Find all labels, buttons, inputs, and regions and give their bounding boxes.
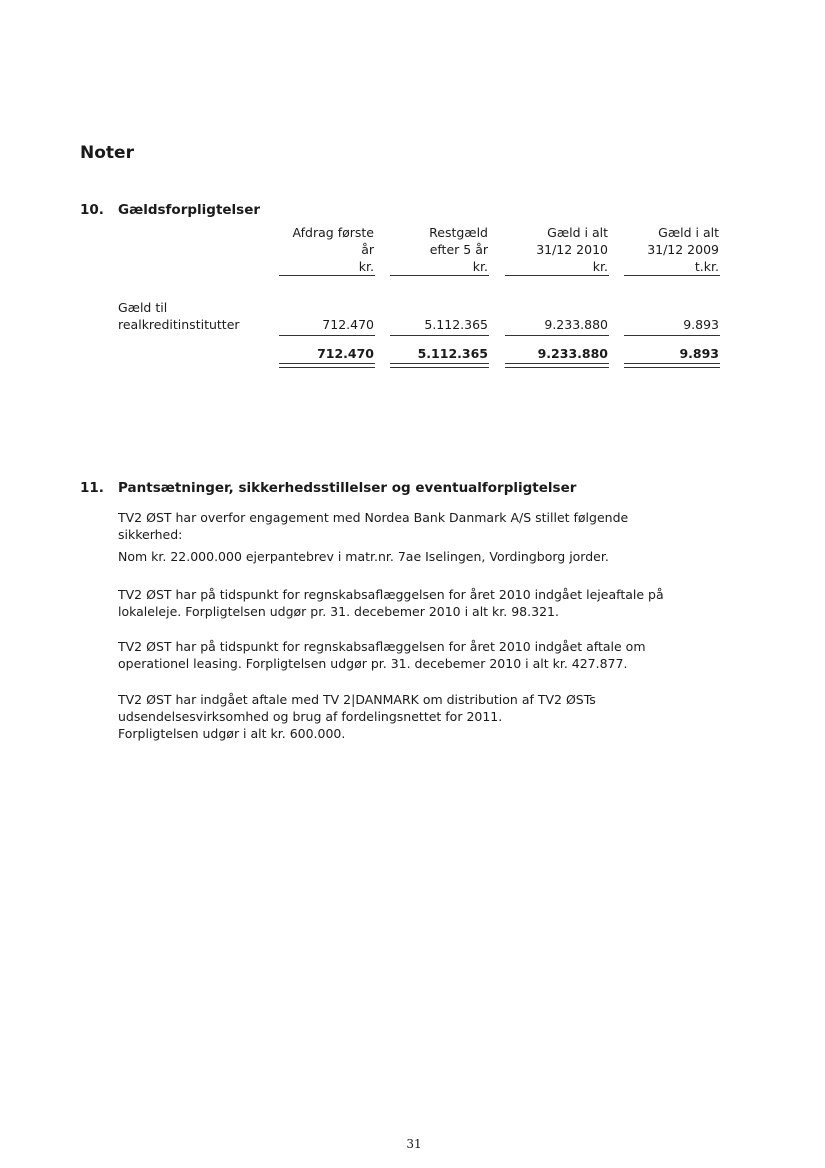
note-11-number: 11. bbox=[80, 480, 104, 496]
column-header-3-line2: 31/12 2010 bbox=[536, 242, 608, 257]
note-11-paragraph-4-line2: operationel leasing. Forpligtelsen udgør pr. 31. decebemer 2010 i alt kr. 427.877. bbox=[118, 656, 628, 671]
note-11-paragraph-5-line1: TV2 ØST har indgået aftale med TV 2|DANMARK om distribution af TV2 ØSTs bbox=[118, 692, 596, 707]
row-value-afdrag: 712.470 bbox=[322, 317, 374, 332]
column-header-2-line2: efter 5 år bbox=[429, 242, 488, 257]
total-rule-3 bbox=[505, 363, 609, 368]
column-header-3-unit: kr. bbox=[592, 259, 608, 274]
column-header-2-rule bbox=[390, 275, 489, 276]
column-header-4-line1: Gæld i alt bbox=[658, 225, 719, 240]
note-11-paragraph-3 bbox=[118, 586, 718, 620]
note-11-title: Pantsætninger, sikkerhedsstillelser og eventualforpligtelser bbox=[118, 480, 577, 496]
total-restgaeld: 5.112.365 bbox=[417, 346, 488, 361]
note-11-paragraph-1-line2: sikkerhed: bbox=[118, 527, 183, 542]
note-11-paragraph-4 bbox=[118, 638, 718, 672]
row-value-gaeld-2010: 9.233.880 bbox=[544, 317, 608, 332]
row-value-gaeld-2009: 9.893 bbox=[683, 317, 719, 332]
note-11-paragraph-4-line1: TV2 ØST har på tidspunkt for regnskabsaflæggelsen for året 2010 indgået aftale om bbox=[118, 639, 646, 654]
column-header-3 bbox=[480, 224, 608, 275]
note-11-paragraph-5 bbox=[118, 691, 718, 742]
column-header-4-line2: 31/12 2009 bbox=[647, 242, 719, 257]
total-gaeld-2010: 9.233.880 bbox=[537, 346, 608, 361]
note-11-paragraph-3-line2: lokaleleje. Forpligtelsen udgør pr. 31. decebemer 2010 i alt kr. 98.321. bbox=[118, 604, 559, 619]
row-rule-4 bbox=[624, 335, 720, 336]
note-11-paragraph-5-line3: Forpligtelsen udgør i alt kr. 600.000. bbox=[118, 726, 346, 741]
column-header-3-rule bbox=[505, 275, 609, 276]
column-header-2 bbox=[360, 224, 488, 275]
total-afdrag: 712.470 bbox=[317, 346, 374, 361]
note-11-paragraph-2: Nom kr. 22.000.000 ejerpantebrev i matr.nr. 7ae Iselingen, Vordingborg jorder. bbox=[118, 549, 609, 564]
note-10-number: 10. bbox=[80, 202, 104, 218]
column-header-3-line1: Gæld i alt bbox=[547, 225, 608, 240]
note-11-paragraph-1 bbox=[118, 509, 718, 543]
row-label-line1: Gæld til bbox=[118, 300, 168, 315]
column-header-1-rule bbox=[279, 275, 375, 276]
column-header-2-unit: kr. bbox=[472, 259, 488, 274]
column-header-4-unit: t.kr. bbox=[694, 259, 719, 274]
total-rule-2 bbox=[390, 363, 489, 368]
page-heading: Noter bbox=[80, 143, 134, 163]
row-value-restgaeld: 5.112.365 bbox=[424, 317, 488, 332]
note-11-paragraph-5-line2: udsendelsesvirksomhed og brug af fordelingsnettet for 2011. bbox=[118, 709, 503, 724]
note-10-title: Gældsforpligtelser bbox=[118, 202, 261, 218]
row-rule-2 bbox=[390, 335, 489, 336]
total-rule-1 bbox=[279, 363, 375, 368]
total-rule-4 bbox=[624, 363, 720, 368]
column-header-4-rule bbox=[624, 275, 720, 276]
page-number: 31 bbox=[406, 1137, 422, 1151]
row-rule-1 bbox=[279, 335, 375, 336]
column-header-1 bbox=[250, 224, 374, 275]
note-11-paragraph-1-line1: TV2 ØST har overfor engagement med Nordea Bank Danmark A/S stillet følgende bbox=[118, 510, 629, 525]
note-11-paragraph-3-line1: TV2 ØST har på tidspunkt for regnskabsaflæggelsen for året 2010 indgået lejeaftale på bbox=[118, 587, 664, 602]
column-header-4 bbox=[600, 224, 719, 275]
row-label-line2: realkreditinstitutter bbox=[118, 317, 240, 332]
column-header-1-unit: kr. bbox=[358, 259, 374, 274]
total-gaeld-2009: 9.893 bbox=[679, 346, 719, 361]
row-rule-3 bbox=[505, 335, 609, 336]
column-header-1-line1: Afdrag første bbox=[292, 225, 374, 240]
column-header-1-line2: år bbox=[361, 242, 374, 257]
column-header-2-line1: Restgæld bbox=[429, 225, 488, 240]
